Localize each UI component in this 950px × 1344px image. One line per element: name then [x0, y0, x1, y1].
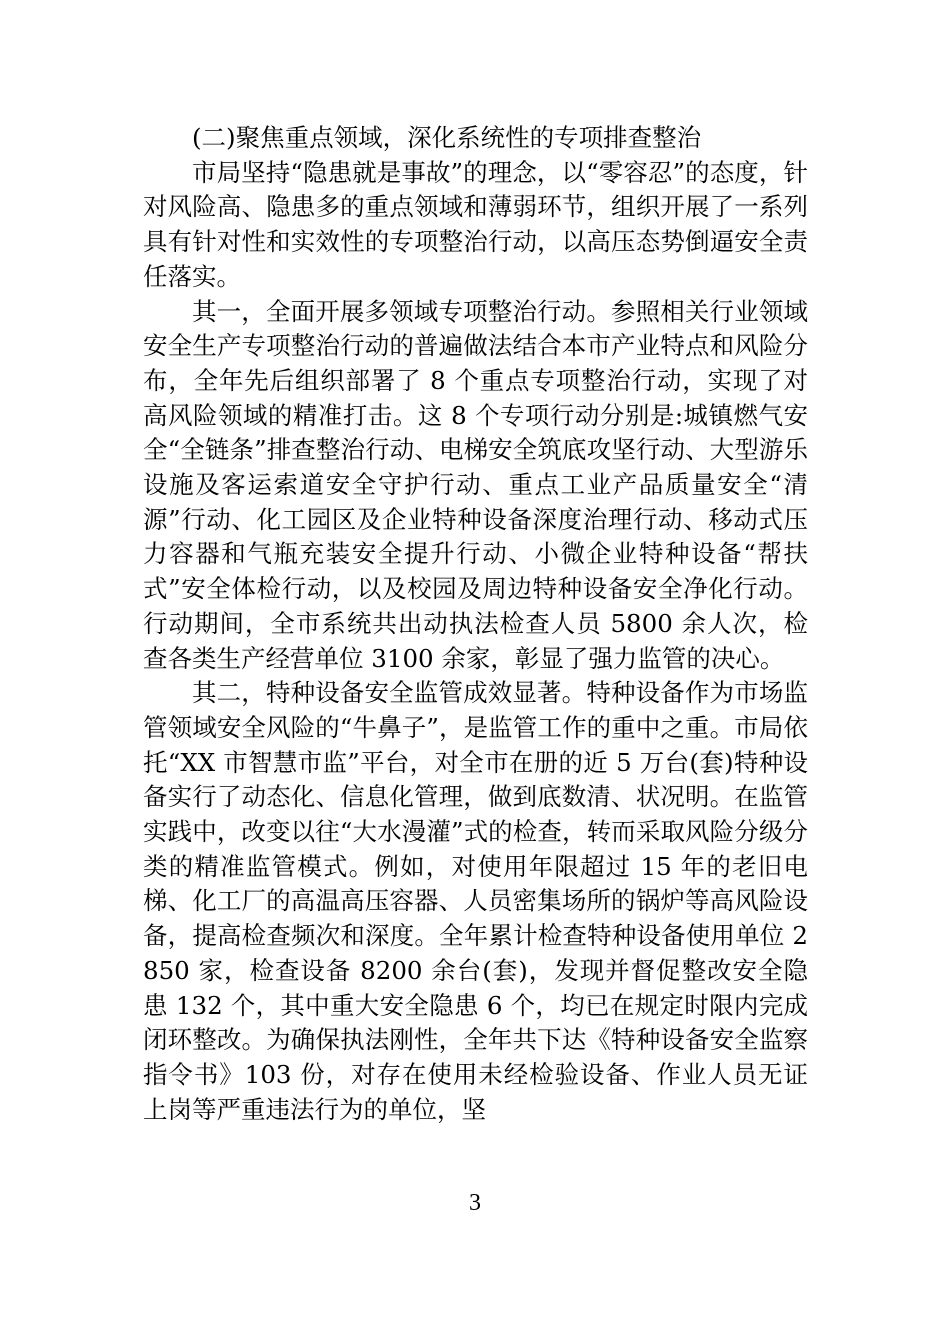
page-number: 3 — [469, 1190, 481, 1216]
paragraph-second-point: 其二，特种设备安全监管成效显著。特种设备作为市场监管领域安全风险的“牛鼻子”，是监管工作的重中之重。市局依托“XX 市智慧市监”平台，对全市在册的近 5 万台(套)特种设备实行了动态化、信息化管理，做到底数清、状况明。在监管实践中，改变以往“大水漫灌”式的检查，转而采取风险分级分类的精准监管模式。例如，对使用年限超过 15 年的老旧电梯、化工厂的高温高压容器、人员密集场所的锅炉等高风险设备，提高检查频次和深度。全年累计检查特种设备使用单位 2850 家，检查设备 8200 余台(套)，发现并督促整改安全隐患 132 个，其中重大安全隐患 6 个，均已在规定时限内完成闭环整改。为确保执法刚性，全年共下达《特种设备安全监察指令书》103 份，对存在使用未经检验设备、作业人员无证上岗等严重违法行为的单位，坚 — [143, 678, 808, 1124]
section-heading: (二)聚焦重点领域，深化系统性的专项排查整治 — [192, 123, 702, 152]
document-body — [143, 121, 808, 1127]
paragraph-intro: 市局坚持“隐患就是事故”的理念，以“零容忍”的态度，针对风险高、隐患多的重点领域和薄弱环节，组织开展了一系列具有针对性和实效性的专项整治行动，以高压态势倒逼安全责任落实。 — [143, 157, 808, 291]
paragraph-first-point: 其一，全面开展多领域专项整治行动。参照相关行业领域安全生产专项整治行动的普遍做法结合本市产业特点和风险分布，全年先后组织部署了 8 个重点专项整治行动，实现了对高风险领域的精准打击。这 8 个专项行动分别是:城镇燃气安全“全链条”排查整治行动、电梯安全筑底攻坚行动、大型游乐设施及客运索道安全守护行动、重点工业产品质量安全“清源”行动、化工园区及企业特种设备深度治理行动、移动式压力容器和气瓶充装安全提升行动、小微企业特种设备“帮扶式”安全体检行动，以及校园及周边特种设备安全净化行动。行动期间，全市系统共出动执法检查人员 5800 余人次，检查各类生产经营单位 3100 余家，彰显了强力监管的决心。 — [143, 296, 808, 673]
